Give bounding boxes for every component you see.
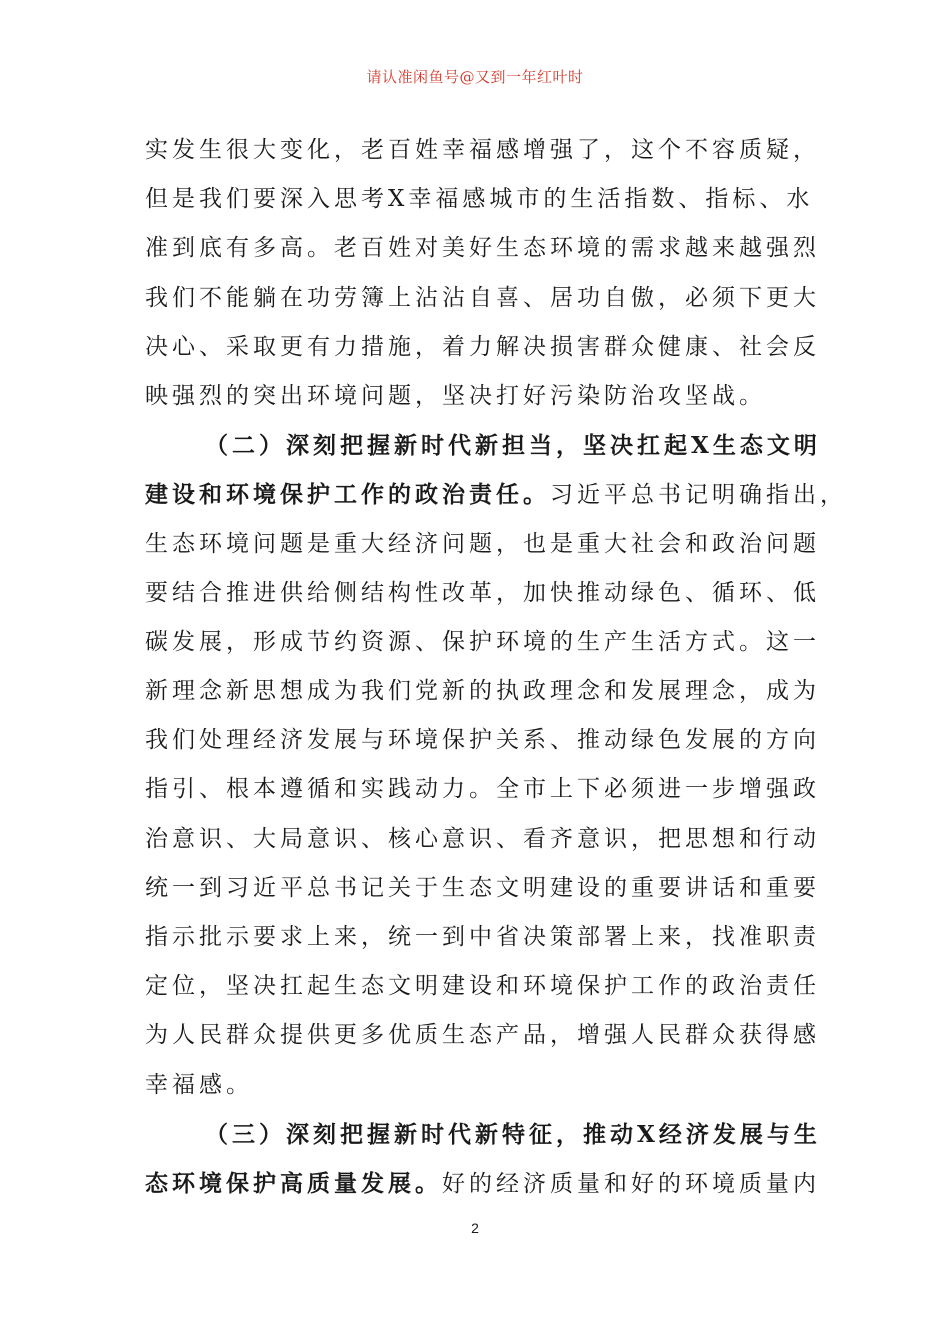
- paragraph-3: [145, 1110, 821, 1208]
- section-heading-continuation: 态环境保护高质量发展。: [145, 1169, 442, 1197]
- section-heading-line: （二）深刻把握新时代新担当，坚决扛起X生态文明: [205, 432, 821, 460]
- document-header-watermark: 请认准闲鱼号@又到一年红叶时: [366, 68, 584, 86]
- text-run: 好的经济质量和好的环境质量内: [442, 1170, 820, 1197]
- page-number: 2: [471, 1220, 479, 1236]
- text-line: [145, 1159, 820, 1208]
- text-line: 指引、根本遵循和实践动力。全市上下必须进一步增强政: [145, 776, 820, 803]
- document-body: [145, 126, 847, 1208]
- paragraph-2: [145, 421, 847, 1110]
- text-line: 治意识、大局意识、核心意识、看齐意识，把思想和行动: [145, 825, 820, 852]
- text-line: 我们不能躺在功劳簿上沾沾自喜、居功自傲，必须下更大: [145, 284, 820, 311]
- text-line: 但是我们要深入思考X幸福感城市的生活指数、指标、水: [145, 186, 814, 213]
- text-line: 映强烈的突出环境问题，坚决打好污染防治攻坚战。: [145, 382, 766, 409]
- text-line: 定位，坚决扛起生态文明建设和环境保护工作的政治责任: [145, 973, 820, 1000]
- text-run: 习近平总书记明确指出，: [550, 482, 847, 509]
- text-line: [145, 470, 847, 519]
- text-line: 指示批示要求上来，统一到中省决策部署上来，找准职责: [145, 924, 820, 950]
- text-line: 生态环境问题是重大经济问题，也是重大社会和政治问题: [145, 530, 820, 557]
- text-line: 实发生很大变化，老百姓幸福感增强了，这个不容质疑，: [145, 137, 820, 163]
- text-line: 新理念新思想成为我们党新的执政理念和发展理念，成为: [145, 678, 820, 705]
- text-line: 统一到习近平总书记关于生态文明建设的重要讲话和重要: [145, 874, 820, 901]
- text-line: 决心、采取更有力措施，着力解决损害群众健康、社会反: [145, 333, 820, 360]
- text-line: 准到底有多高。老百姓对美好生态环境的需求越来越强烈: [145, 235, 820, 262]
- text-line: 要结合推进供给侧结构性改革，加快推动绿色、循环、低: [145, 579, 820, 606]
- text-line: 我们处理经济发展与环境保护关系、推动绿色发展的方向: [145, 727, 820, 754]
- text-line: 为人民群众提供更多优质生态产品，增强人民群众获得感: [145, 1022, 820, 1049]
- text-line: 碳发展，形成节约资源、保护环境的生产生活方式。这一: [145, 628, 820, 655]
- paragraph-1: [145, 126, 820, 421]
- section-heading-line: （三）深刻把握新时代新特征，推动X经济发展与生: [205, 1120, 821, 1148]
- text-line: 幸福感。: [145, 1071, 253, 1098]
- section-heading-continuation: 建设和环境保护工作的政治责任。: [145, 481, 550, 509]
